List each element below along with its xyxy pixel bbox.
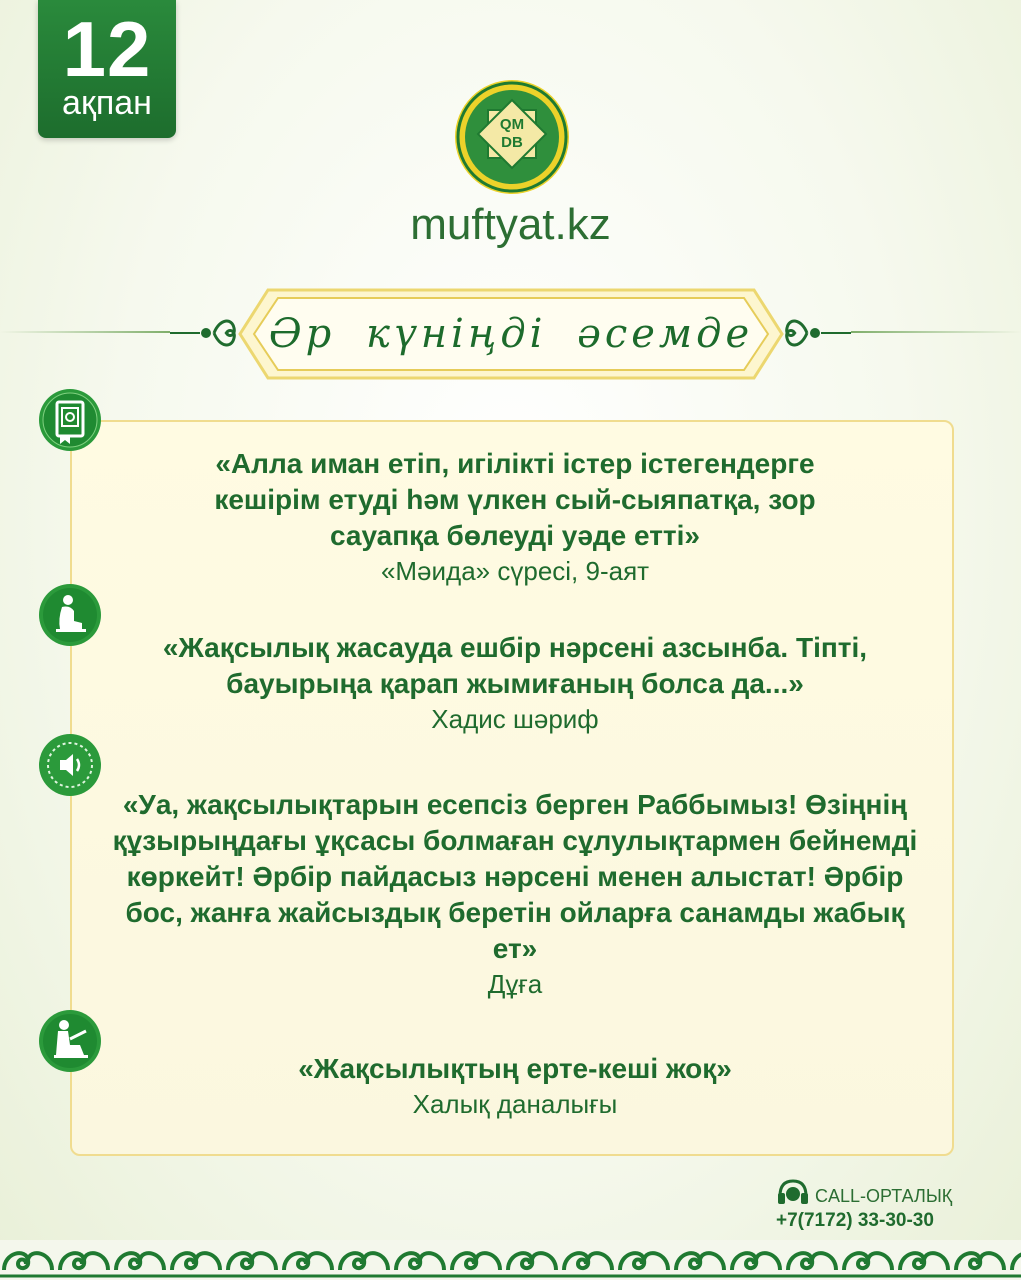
quote-4: [100, 1051, 930, 1121]
quote-1-text: «Алла иман етіп, игілікті істер істегендерге кешірім етуді һәм үлкен сый-сыяпатқа, зор сауапқа бөлеуді уәде етті»: [214, 448, 816, 551]
folk-musician-icon: [38, 1009, 102, 1073]
praying-person-icon: [38, 583, 102, 647]
quote-3-text: «Уа, жақсылықтарын есепсіз берген Раббымыз! Өзіңнің құзырыңдағы ұқсасы болмаған сұлулықтармен бейнемді көркейт! Әрбір пайдасыз нәрсені менен алыстат! Әрбір бос, жанға жайсыздық беретін ойларға санамды жабық ет»: [112, 789, 918, 964]
quote-2-text: «Жақсылық жасауда ешбір нәрсені азсынба. Тіпті, бауырыңа қарап жымиғаның болса да...»: [162, 632, 868, 699]
banner-title: Әр күніңді әсемде: [268, 311, 754, 357]
qmdb-logo: [453, 78, 571, 196]
call-center-label: CALL-ОРТАЛЫҚ: [815, 1186, 953, 1206]
site-name: muftyat.kz: [410, 200, 611, 249]
quran-book-icon: [38, 388, 102, 452]
speaker-icon: [38, 733, 102, 797]
quote-2: [100, 630, 930, 736]
quote-3: [100, 787, 930, 1001]
quote-1: [100, 446, 930, 588]
svg-text:QM: QM: [499, 116, 525, 133]
quote-4-text: «Жақсылықтың ерте-кеші жоқ»: [298, 1053, 732, 1084]
date-day: 12: [62, 5, 152, 93]
headset-icon: [776, 1178, 810, 1208]
svg-text:DB: DB: [501, 134, 523, 151]
call-center-phone[interactable]: +7(7172) 33-30-30: [776, 1210, 934, 1231]
ornament-left: [170, 310, 240, 356]
date-badge: [38, 0, 176, 138]
quote-3-source: Дұға: [487, 969, 543, 999]
divider-line-left: [0, 331, 170, 333]
footer-ornament-band: [0, 1240, 1021, 1280]
quote-4-source: Халық даналығы: [412, 1089, 618, 1119]
quote-1-source: «Мәида» сүресі, 9-аят: [380, 556, 650, 586]
quote-2-source: Хадис шәриф: [431, 704, 599, 734]
divider-line-right: [851, 331, 1021, 333]
date-month: ақпан: [62, 84, 152, 122]
ornament-right: [781, 310, 851, 356]
